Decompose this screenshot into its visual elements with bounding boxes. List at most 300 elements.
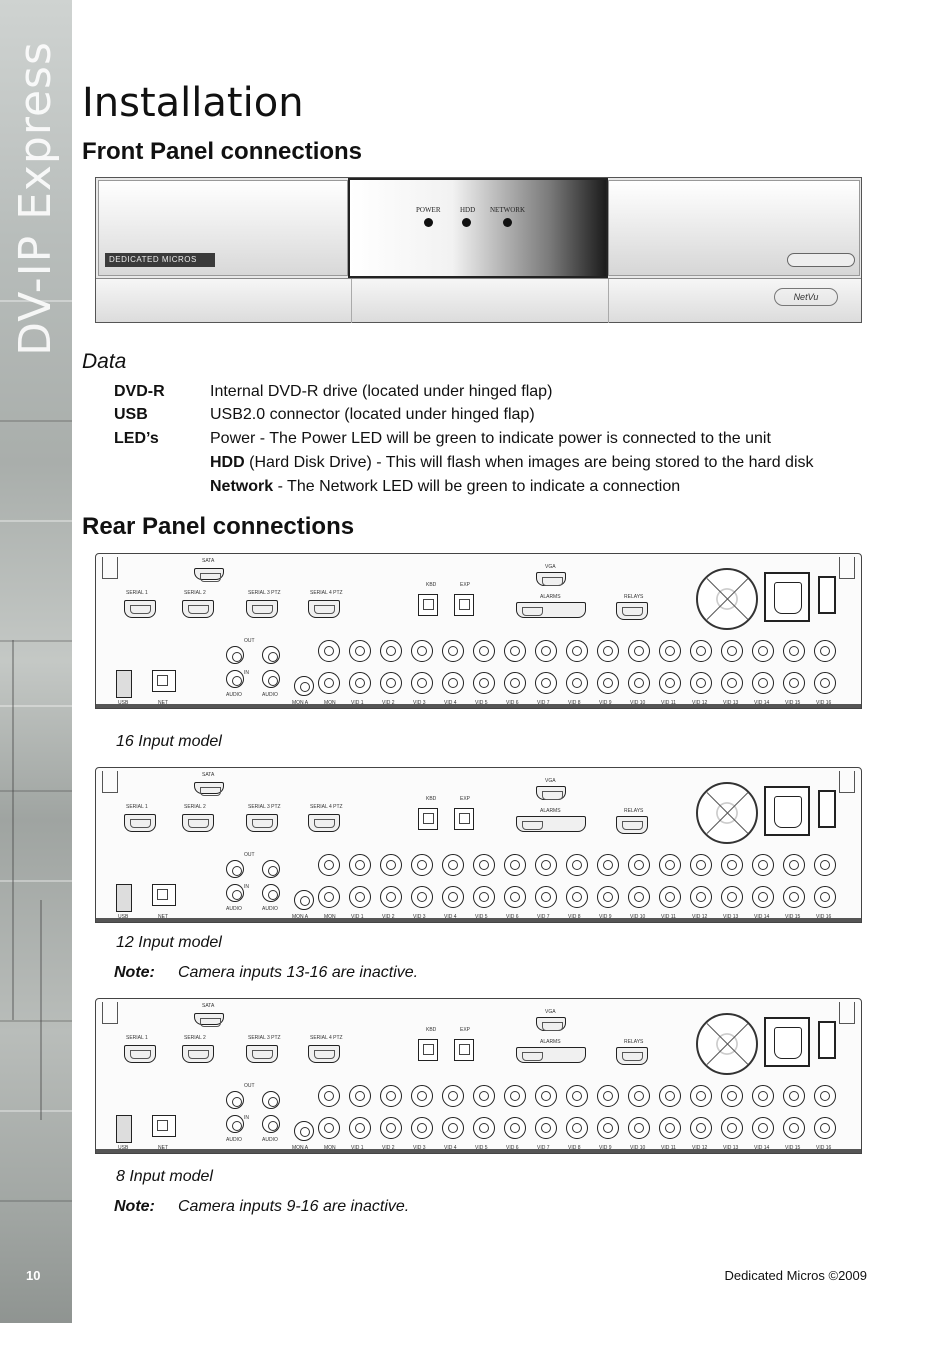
video-input-label: VID 7: [537, 700, 550, 706]
front-panel-heading: Front Panel connections: [82, 138, 363, 165]
note-text: Camera inputs 13-16 are inactive.: [178, 964, 419, 981]
video-input-connector: [504, 672, 526, 694]
data-description-text: (Hard Disk Drive) - This will flash when images are being stored to the hard disk: [244, 454, 814, 471]
audio-out-label: OUT: [244, 638, 255, 644]
kbd-port: [418, 808, 438, 830]
data-term: USB: [114, 406, 148, 423]
video-input-connector: [814, 1117, 836, 1139]
serial-port: [246, 814, 278, 832]
vga-port: [536, 1017, 566, 1031]
video-loop-connector: [628, 1085, 650, 1107]
video-loop-connector: [473, 1085, 495, 1107]
video-input-label: VID 7: [537, 914, 550, 920]
audio-out-label: OUT: [244, 1083, 255, 1089]
video-input-label: VID 1: [351, 914, 364, 920]
video-input-connector: [628, 672, 650, 694]
vga-label: VGA: [545, 778, 556, 784]
relays-label: RELAYS: [624, 1039, 644, 1045]
audio-out-connector: [226, 646, 244, 664]
alarms-connector: [516, 602, 586, 618]
video-loop-connector: [690, 854, 712, 876]
vga-label: VGA: [545, 1009, 556, 1015]
kbd-port: [418, 594, 438, 616]
mon-label: MON: [324, 914, 336, 920]
data-description: USB2.0 connector (located under hinged flap): [210, 406, 535, 423]
video-loop-connector: [659, 854, 681, 876]
video-input-label: VID 9: [599, 914, 612, 920]
power-led: [424, 218, 433, 227]
video-input-label: VID 14: [754, 914, 770, 920]
serial-port-label: SERIAL 1: [126, 590, 148, 596]
sata-label: SATA: [202, 772, 215, 778]
video-input-connector: [597, 886, 619, 908]
video-input-connector: [659, 1117, 681, 1139]
video-input-connector: [318, 1117, 340, 1139]
video-input-connector: [318, 672, 340, 694]
video-input-connector: [411, 886, 433, 908]
model-caption-12: 12 Input model: [116, 934, 222, 951]
audio-in-connector: [226, 670, 244, 688]
mount-ear: [102, 1002, 118, 1024]
sata-port: [194, 568, 224, 580]
video-input-connector: [721, 1117, 743, 1139]
video-input-connector: [628, 1117, 650, 1139]
video-loop-connector: [597, 854, 619, 876]
video-input-label: VID 1: [351, 700, 364, 706]
net-label: NET: [158, 1145, 168, 1151]
video-loop-connector: [411, 1085, 433, 1107]
video-input-connector: [597, 1117, 619, 1139]
video-input-label: VID 6: [506, 1145, 519, 1151]
video-loop-connector: [380, 1085, 402, 1107]
video-input-label: VID 3: [413, 700, 426, 706]
video-loop-connector: [659, 640, 681, 662]
serial-port: [308, 600, 340, 618]
sata-label: SATA: [202, 1003, 215, 1009]
video-input-connector: [535, 886, 557, 908]
network-led-label: NETWORK: [490, 206, 525, 214]
alarms-connector: [516, 1047, 586, 1063]
video-input-label: VID 12: [692, 1145, 708, 1151]
audio-out-connector: [262, 1091, 280, 1109]
exp-label: EXP: [460, 796, 471, 802]
video-input-label: VID 12: [692, 700, 708, 706]
video-loop-connector: [659, 1085, 681, 1107]
video-loop-connector: [690, 1085, 712, 1107]
mon-label: MON: [324, 1145, 336, 1151]
data-description: Power - The Power LED will be green to indicate power is connected to the unit: [210, 430, 771, 447]
video-loop-connector: [814, 854, 836, 876]
serial-port-label: SERIAL 4 PTZ: [310, 1035, 343, 1041]
dedicated-micros-logo: DEDICATED MICROS: [105, 253, 215, 267]
audio-in-connector: [226, 884, 244, 902]
video-loop-connector: [380, 640, 402, 662]
network-led: [503, 218, 512, 227]
relays-label: RELAYS: [624, 808, 644, 814]
data-description: [210, 478, 680, 496]
video-input-label: VID 2: [382, 700, 395, 706]
video-loop-connector: [473, 640, 495, 662]
kbd-port: [418, 1039, 438, 1061]
video-input-connector: [411, 672, 433, 694]
usb-ports: [116, 1115, 132, 1143]
video-loop-connector: [752, 640, 774, 662]
power-switch: [818, 576, 836, 614]
usb-ports: [116, 884, 132, 912]
power-switch: [818, 1021, 836, 1059]
alarms-label: ALARMS: [540, 594, 561, 600]
video-input-label: VID 11: [661, 914, 676, 920]
video-input-label: VID 4: [444, 700, 457, 706]
relays-connector: [616, 816, 648, 834]
video-loop-connector: [380, 854, 402, 876]
video-loop-connector: [566, 854, 588, 876]
video-input-label: VID 6: [506, 914, 519, 920]
mount-ear: [102, 771, 118, 793]
video-input-connector: [473, 886, 495, 908]
exp-port: [454, 594, 474, 616]
netvu-badge: NetVu: [774, 288, 838, 306]
serial-port-label: SERIAL 3 PTZ: [248, 590, 281, 596]
serial-port: [124, 1045, 156, 1063]
data-heading: Data: [82, 350, 127, 373]
video-input-label: VID 15: [785, 914, 801, 920]
rear-panel-heading: Rear Panel connections: [82, 513, 355, 540]
video-input-label: VID 12: [692, 914, 708, 920]
video-input-connector: [380, 672, 402, 694]
video-input-label: VID 5: [475, 700, 488, 706]
video-loop-connector: [721, 1085, 743, 1107]
audio-out-connector: [226, 860, 244, 878]
mon-a-connector: [294, 676, 314, 696]
fan-grille: [696, 568, 758, 630]
audio-in-label: IN: [244, 884, 249, 890]
video-input-label: VID 13: [723, 700, 739, 706]
mon-a-label: MON A: [292, 1145, 309, 1151]
rear-panel-8-input: [95, 998, 862, 1154]
video-input-label: VID 14: [754, 1145, 770, 1151]
audio-label: AUDIO: [262, 906, 278, 912]
usb-label: USB: [118, 700, 129, 706]
audio-out-connector: [262, 860, 280, 878]
video-loop-connector: [411, 640, 433, 662]
model-caption-8: 8 Input model: [116, 1168, 213, 1185]
note-text: Camera inputs 9-16 are inactive.: [178, 1198, 410, 1215]
note-label: Note:: [114, 964, 155, 981]
power-inlet: [764, 786, 810, 836]
audio-in-connector: [262, 670, 280, 688]
video-input-connector: [783, 672, 805, 694]
audio-label: AUDIO: [226, 906, 242, 912]
serial-port-label: SERIAL 1: [126, 1035, 148, 1041]
video-input-connector: [566, 886, 588, 908]
fan-grille: [696, 782, 758, 844]
audio-label: AUDIO: [226, 1137, 242, 1143]
video-input-connector: [814, 886, 836, 908]
video-input-label: VID 10: [630, 1145, 646, 1151]
video-input-connector: [566, 672, 588, 694]
video-loop-connector: [628, 640, 650, 662]
video-input-connector: [659, 672, 681, 694]
sata-port: [194, 782, 224, 794]
fan-grille: [696, 1013, 758, 1075]
video-input-connector: [349, 672, 371, 694]
data-description: Internal DVD-R drive (located under hinged flap): [210, 383, 553, 400]
audio-in-label: IN: [244, 1115, 249, 1121]
relays-label: RELAYS: [624, 594, 644, 600]
data-bold-term: HDD: [210, 454, 245, 471]
video-loop-connector: [783, 1085, 805, 1107]
video-input-connector: [690, 672, 712, 694]
video-input-label: VID 15: [785, 1145, 801, 1151]
vga-port: [536, 786, 566, 800]
mon-a-label: MON A: [292, 914, 309, 920]
video-loop-connector: [535, 854, 557, 876]
video-input-connector: [473, 672, 495, 694]
serial-port-label: SERIAL 3 PTZ: [248, 1035, 281, 1041]
serial-port: [182, 814, 214, 832]
video-input-connector: [566, 1117, 588, 1139]
video-input-connector: [628, 886, 650, 908]
serial-port-label: SERIAL 2: [184, 804, 206, 810]
relays-connector: [616, 1047, 648, 1065]
video-input-connector: [597, 672, 619, 694]
video-input-label: VID 10: [630, 700, 646, 706]
mount-ear: [102, 557, 118, 579]
video-input-connector: [783, 1117, 805, 1139]
video-loop-connector: [814, 1085, 836, 1107]
sidebar-banner: [0, 0, 72, 1323]
video-input-label: VID 7: [537, 1145, 550, 1151]
mon-a-connector: [294, 890, 314, 910]
video-loop-connector: [752, 854, 774, 876]
video-input-connector: [659, 886, 681, 908]
power-switch: [818, 790, 836, 828]
video-loop-connector: [721, 854, 743, 876]
video-input-connector: [752, 672, 774, 694]
front-panel-image: [95, 177, 862, 323]
serial-port-label: SERIAL 4 PTZ: [310, 590, 343, 596]
serial-port: [308, 1045, 340, 1063]
video-input-label: VID 16: [816, 1145, 832, 1151]
vga-port: [536, 572, 566, 586]
net-label: NET: [158, 700, 168, 706]
video-input-label: VID 8: [568, 914, 581, 920]
model-note-8: [114, 1198, 409, 1216]
mount-ear: [839, 771, 855, 793]
video-input-label: VID 14: [754, 700, 770, 706]
video-input-connector: [690, 886, 712, 908]
alarms-connector: [516, 816, 586, 832]
video-input-connector: [442, 886, 464, 908]
power-inlet: [764, 572, 810, 622]
video-input-label: VID 6: [506, 700, 519, 706]
video-input-connector: [752, 886, 774, 908]
footer-copyright: Dedicated Micros ©2009: [724, 1268, 867, 1283]
audio-in-connector: [262, 1115, 280, 1133]
serial-port: [182, 600, 214, 618]
mon-label: MON: [324, 700, 336, 706]
video-input-label: VID 11: [661, 1145, 676, 1151]
serial-port-label: SERIAL 4 PTZ: [310, 804, 343, 810]
audio-in-label: IN: [244, 670, 249, 676]
video-input-connector: [504, 1117, 526, 1139]
serial-port: [124, 814, 156, 832]
video-input-label: VID 16: [816, 700, 832, 706]
model-note-12: [114, 964, 418, 982]
audio-label: AUDIO: [262, 692, 278, 698]
data-term: LED’s: [114, 430, 159, 447]
front-panel-base: [96, 278, 861, 322]
video-input-label: VID 13: [723, 1145, 739, 1151]
video-input-connector: [411, 1117, 433, 1139]
exp-label: EXP: [460, 582, 471, 588]
video-input-connector: [721, 886, 743, 908]
model-caption-16: 16 Input model: [116, 733, 222, 750]
data-bold-term: Network: [210, 478, 274, 495]
mon-a-connector: [294, 1121, 314, 1141]
kbd-label: KBD: [426, 582, 437, 588]
video-input-connector: [442, 1117, 464, 1139]
video-input-connector: [473, 1117, 495, 1139]
video-input-label: VID 10: [630, 914, 646, 920]
serial-port: [124, 600, 156, 618]
serial-port: [182, 1045, 214, 1063]
page-title: Installation: [82, 80, 304, 126]
net-port: [152, 670, 176, 692]
front-panel-right-flap: [608, 180, 860, 276]
data-term: DVD-R: [114, 383, 165, 400]
video-input-label: VID 5: [475, 914, 488, 920]
video-loop-connector: [566, 640, 588, 662]
vga-label: VGA: [545, 564, 556, 570]
video-input-connector: [380, 1117, 402, 1139]
video-loop-connector: [504, 640, 526, 662]
video-loop-connector: [814, 640, 836, 662]
mount-ear: [839, 1002, 855, 1024]
audio-out-connector: [262, 646, 280, 664]
video-loop-connector: [566, 1085, 588, 1107]
video-input-label: VID 1: [351, 1145, 364, 1151]
video-loop-connector: [473, 854, 495, 876]
video-input-connector: [504, 886, 526, 908]
video-loop-connector: [318, 1085, 340, 1107]
video-loop-connector: [535, 640, 557, 662]
video-input-label: VID 16: [816, 914, 832, 920]
video-loop-connector: [349, 854, 371, 876]
video-input-connector: [380, 886, 402, 908]
serial-port-label: SERIAL 2: [184, 590, 206, 596]
video-input-connector: [442, 672, 464, 694]
video-input-connector: [349, 1117, 371, 1139]
data-description: [210, 454, 814, 472]
serial-port: [246, 600, 278, 618]
video-loop-connector: [442, 854, 464, 876]
model-badge: [787, 253, 855, 267]
video-loop-connector: [721, 640, 743, 662]
kbd-label: KBD: [426, 796, 437, 802]
video-input-connector: [814, 672, 836, 694]
video-loop-connector: [783, 640, 805, 662]
serial-port-label: SERIAL 3 PTZ: [248, 804, 281, 810]
video-input-label: VID 15: [785, 700, 801, 706]
video-input-label: VID 9: [599, 700, 612, 706]
sidebar-brand: DV-IP Express: [9, 40, 61, 356]
usb-label: USB: [118, 914, 129, 920]
video-input-connector: [690, 1117, 712, 1139]
video-input-label: VID 3: [413, 1145, 426, 1151]
rear-panel-16-input: [95, 553, 862, 709]
mon-a-label: MON A: [292, 700, 309, 706]
video-input-label: VID 8: [568, 700, 581, 706]
video-input-connector: [752, 1117, 774, 1139]
video-input-connector: [721, 672, 743, 694]
exp-port: [454, 808, 474, 830]
video-input-label: VID 4: [444, 914, 457, 920]
video-input-label: VID 11: [661, 700, 676, 706]
hdd-led-label: HDD: [460, 206, 476, 214]
usb-label: USB: [118, 1145, 129, 1151]
video-loop-connector: [504, 1085, 526, 1107]
mount-ear: [839, 557, 855, 579]
sata-label: SATA: [202, 558, 215, 564]
video-loop-connector: [318, 854, 340, 876]
video-loop-connector: [411, 854, 433, 876]
video-loop-connector: [535, 1085, 557, 1107]
note-label: Note:: [114, 1198, 155, 1215]
video-input-connector: [318, 886, 340, 908]
audio-in-connector: [262, 884, 280, 902]
front-panel-led-window: [348, 178, 608, 278]
video-loop-connector: [752, 1085, 774, 1107]
serial-port: [308, 814, 340, 832]
video-input-label: VID 9: [599, 1145, 612, 1151]
power-inlet: [764, 1017, 810, 1067]
exp-port: [454, 1039, 474, 1061]
video-loop-connector: [442, 1085, 464, 1107]
video-loop-connector: [628, 854, 650, 876]
video-loop-connector: [504, 854, 526, 876]
video-input-label: VID 13: [723, 914, 739, 920]
alarms-label: ALARMS: [540, 1039, 561, 1045]
front-panel-left-flap: [98, 180, 348, 276]
video-input-connector: [535, 672, 557, 694]
video-input-connector: [535, 1117, 557, 1139]
serial-port-label: SERIAL 1: [126, 804, 148, 810]
net-port: [152, 1115, 176, 1137]
video-input-label: VID 8: [568, 1145, 581, 1151]
audio-label: AUDIO: [226, 692, 242, 698]
video-loop-connector: [597, 640, 619, 662]
usb-ports: [116, 670, 132, 698]
video-input-label: VID 5: [475, 1145, 488, 1151]
net-label: NET: [158, 914, 168, 920]
audio-in-connector: [226, 1115, 244, 1133]
sata-port: [194, 1013, 224, 1025]
video-input-label: VID 2: [382, 914, 395, 920]
hdd-led: [462, 218, 471, 227]
page-number: 10: [26, 1268, 41, 1283]
exp-label: EXP: [460, 1027, 471, 1033]
video-input-label: VID 2: [382, 1145, 395, 1151]
kbd-label: KBD: [426, 1027, 437, 1033]
net-port: [152, 884, 176, 906]
video-loop-connector: [318, 640, 340, 662]
serial-port-label: SERIAL 2: [184, 1035, 206, 1041]
serial-port: [246, 1045, 278, 1063]
audio-label: AUDIO: [262, 1137, 278, 1143]
video-loop-connector: [597, 1085, 619, 1107]
